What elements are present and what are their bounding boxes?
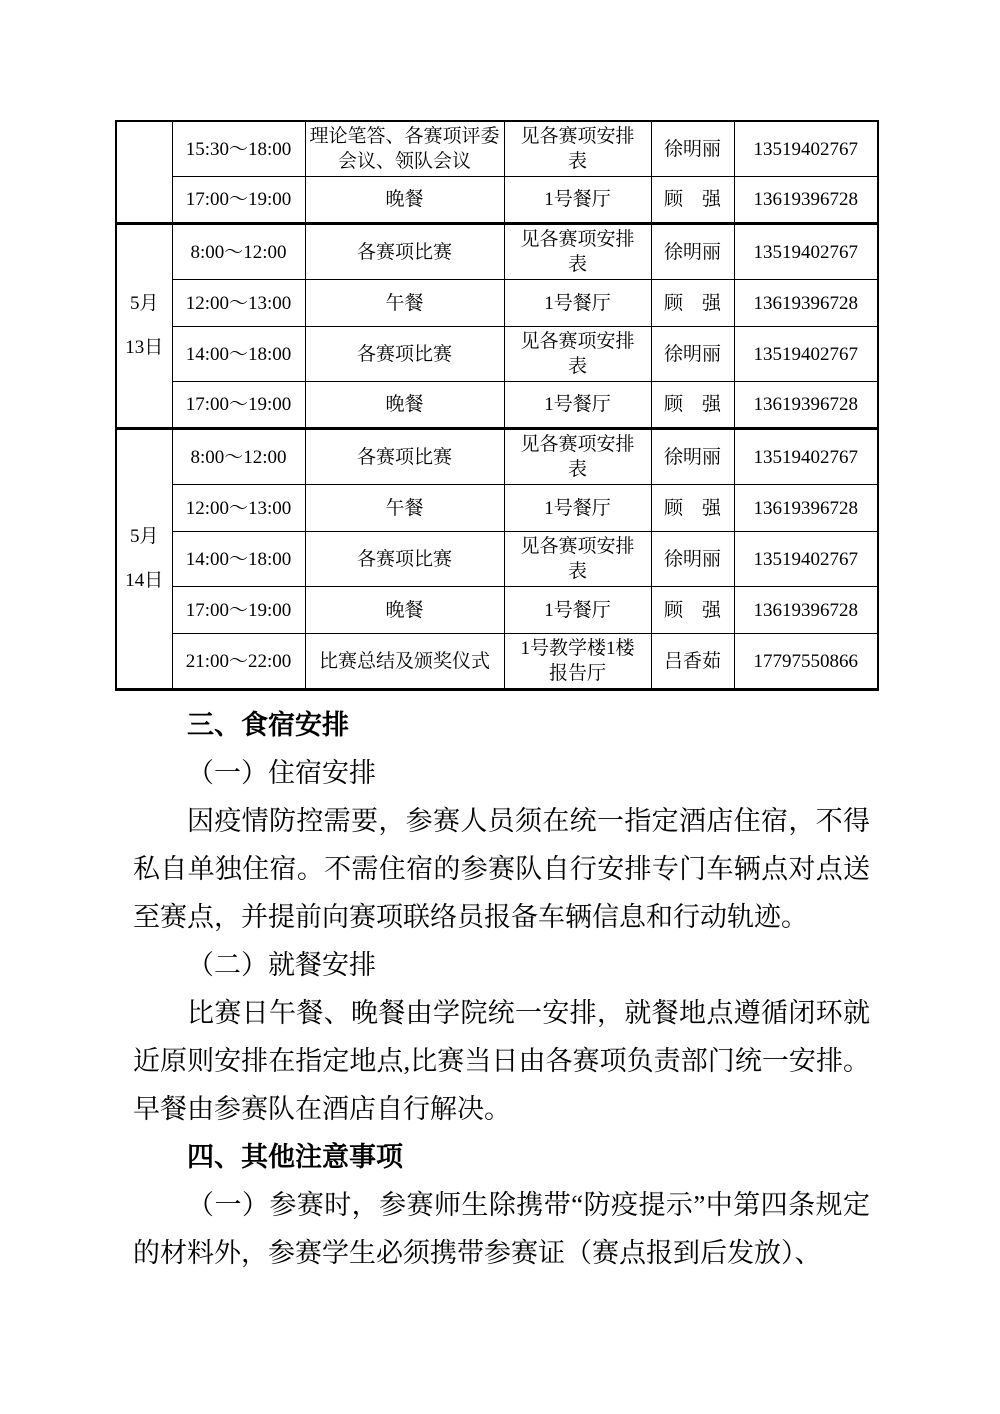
contact-cell: 徐明丽 <box>651 121 734 177</box>
activity-cell: 午餐 <box>305 485 504 532</box>
table-row <box>116 224 878 280</box>
phone-cell: 13619396728 <box>734 382 878 429</box>
phone-cell: 13519402767 <box>734 224 878 280</box>
contact-cell: 徐明丽 <box>651 429 734 485</box>
location-cell: 见各赛项安排表 <box>504 121 651 177</box>
table-row <box>116 532 878 587</box>
time-cell: 17:00～19:00 <box>172 177 305 224</box>
date-line: 14日 <box>125 570 164 591</box>
time-cell: 12:00～13:00 <box>172 485 305 532</box>
time-cell: 21:00～22:00 <box>172 634 305 690</box>
table-row <box>116 587 878 634</box>
contact-cell: 徐明丽 <box>651 327 734 382</box>
phone-cell: 13619396728 <box>734 280 878 327</box>
phone-cell: 13519402767 <box>734 121 878 177</box>
time-cell: 14:00～18:00 <box>172 327 305 382</box>
phone-cell: 13619396728 <box>734 485 878 532</box>
time-cell: 12:00～13:00 <box>172 280 305 327</box>
phone-cell: 13619396728 <box>734 177 878 224</box>
location-cell: 见各赛项安排表 <box>504 327 651 382</box>
table-row <box>116 485 878 532</box>
activity-cell: 晚餐 <box>305 587 504 634</box>
date-cell <box>116 224 172 429</box>
contact-cell: 吕香茹 <box>651 634 734 690</box>
phone-cell: 13519402767 <box>734 327 878 382</box>
phone-cell: 13619396728 <box>734 587 878 634</box>
contact-cell: 顾 强 <box>651 177 734 224</box>
date-cell <box>116 429 172 690</box>
body-paragraph: 因疫情防控需要，参赛人员须在统一指定酒店住宿，不得私自单独住宿。不需住宿的参赛队自行安排专门车辆点对点送至赛点，并提前向赛项联络员报备车辆信息和行动轨迹。 <box>133 806 870 932</box>
activity-cell: 各赛项比赛 <box>305 429 504 485</box>
activity-cell: 晚餐 <box>305 382 504 429</box>
contact-cell: 顾 强 <box>651 587 734 634</box>
time-cell: 14:00～18:00 <box>172 532 305 587</box>
phone-cell: 17797550866 <box>734 634 878 690</box>
activity-cell: 午餐 <box>305 280 504 327</box>
contact-cell: 徐明丽 <box>651 224 734 280</box>
activity-cell: 各赛项比赛 <box>305 327 504 382</box>
date-line: 5月 <box>129 293 159 314</box>
date-cell <box>116 121 172 224</box>
location-cell: 见各赛项安排表 <box>504 532 651 587</box>
activity-cell: 各赛项比赛 <box>305 532 504 587</box>
time-cell: 17:00～19:00 <box>172 587 305 634</box>
activity-cell: 晚餐 <box>305 177 504 224</box>
phone-cell: 13519402767 <box>734 532 878 587</box>
location-cell: 1号餐厅 <box>504 587 651 634</box>
location-cell: 见各赛项安排表 <box>504 224 651 280</box>
location-cell: 见各赛项安排表 <box>504 429 651 485</box>
body-paragraph: （一）参赛时，参赛师生除携带“防疫提示”中第四条规定的材料外，参赛学生必须携带参赛证（赛点报到后发放）、 <box>133 1190 870 1268</box>
table-row <box>116 121 878 177</box>
date-line: 13日 <box>125 337 164 358</box>
activity-cell: 理论笔答、各赛项评委会议、领队会议 <box>305 121 504 177</box>
schedule-table-body <box>116 121 878 690</box>
section-subheading: （一）住宿安排 <box>187 758 376 788</box>
section-heading: 三、食宿安排 <box>187 710 349 740</box>
date-line: 5月 <box>129 526 159 547</box>
table-row <box>116 382 878 429</box>
location-cell: 1号餐厅 <box>504 382 651 429</box>
contact-cell: 顾 强 <box>651 382 734 429</box>
time-cell: 17:00～19:00 <box>172 382 305 429</box>
contact-cell: 顾 强 <box>651 485 734 532</box>
section-heading: 四、其他注意事项 <box>187 1142 403 1172</box>
location-cell: 1号餐厅 <box>504 485 651 532</box>
activity-cell: 比赛总结及颁奖仪式 <box>305 634 504 690</box>
document-body <box>133 701 870 1277</box>
table-row <box>116 177 878 224</box>
location-cell: 1号餐厅 <box>504 280 651 327</box>
time-cell: 15:30～18:00 <box>172 121 305 177</box>
activity-cell: 各赛项比赛 <box>305 224 504 280</box>
time-cell: 8:00～12:00 <box>172 224 305 280</box>
time-cell: 8:00～12:00 <box>172 429 305 485</box>
contact-cell: 徐明丽 <box>651 532 734 587</box>
table-row <box>116 429 878 485</box>
contact-cell: 顾 强 <box>651 280 734 327</box>
section-subheading: （二）就餐安排 <box>187 950 376 980</box>
location-cell: 1号教学楼1楼报告厅 <box>504 634 651 690</box>
phone-cell: 13519402767 <box>734 429 878 485</box>
table-row <box>116 327 878 382</box>
schedule-table <box>115 120 879 691</box>
location-cell: 1号餐厅 <box>504 177 651 224</box>
body-paragraph: 比赛日午餐、晚餐由学院统一安排，就餐地点遵循闭环就近原则安排在指定地点,比赛当日由各赛项负责部门统一安排。早餐由参赛队在酒店自行解决。 <box>133 998 870 1124</box>
table-row <box>116 280 878 327</box>
table-row <box>116 634 878 690</box>
